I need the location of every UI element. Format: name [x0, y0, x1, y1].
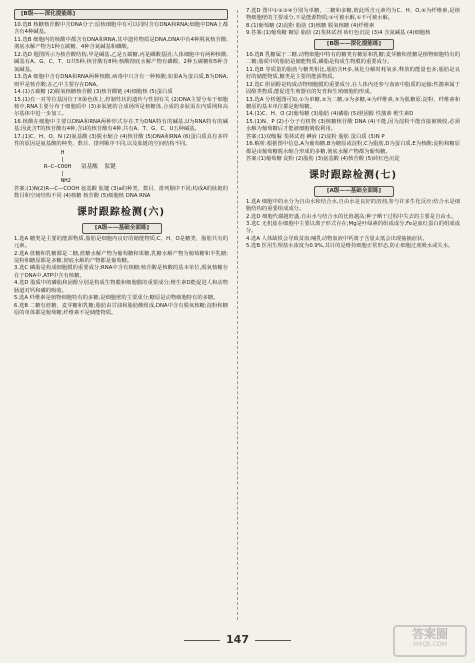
answer-item: 6.选B 二糖有蔗糖、麦芽糖和乳糖;脂肪由甘油和脂肪酸组成,DNA中含有脱氧核糖;淀粉和糖原的单体都是葡萄糖,纤维素不是储能物质。: [14, 302, 228, 317]
watermark-url: MXQE.COM: [413, 641, 447, 648]
answer-item: 3.选C 磷脂是构成细胞膜的重要成分;RNA中含有核糖;核苷酸是核酸的基本单位,脱氧核糖存在于DNA中,ATP中含有核糖。: [14, 265, 228, 279]
answer-item: 4.选D 脂质中的磷脂和固醇分别是构成生物膜和细胞膜的重要成分;维生素D能促进人和动物肠道对钙和磷的吸收。: [14, 280, 228, 294]
answer-item: 7.选D 图中①②③④分别为单糖、二糖和多糖,彼此所含元素均为C、H、O,④为纤维素,是植物细胞壁的主要成分,不是能源物质;②可被水解,①不可被水解。: [246, 8, 460, 22]
answer-item: 16.核酸在细胞中主要以DNA和RNA两种形式存在,T为DNA特有的碱基,U为RNA特有的碱基;因此含T的核苷酸有4种,含U的核苷酸有4种,共有A、T、G、C、U五种碱基。: [14, 118, 228, 133]
answer-item: 答案:(1)葡萄糖 淀粉 (2)脂肪 (3)氨基酸 (4)核苷酸 (5)砖红色沉淀: [246, 156, 400, 163]
section-title-b-level: [B级——深化提能练]: [314, 39, 394, 50]
answer-item: 1.选A 糖类是主要的能源物质,脂肪是细胞内良好的储能物质;C、H、O是糖类、脂肪共有的元素。: [14, 235, 228, 250]
answer-item: 14.(1)五碳糖 (2)脱氧核糖核苷酸 (3)核苷酸链 (4)细胞核 (5)蛋白质: [14, 89, 173, 96]
answer-item: 12.选C 胆固醇是构成动物细胞膜的重要成分,在人体内还参与血液中脂质的运输;性激素属于固醇类物质,能促进生殖器官的发育和生殖细胞的形成。: [246, 81, 460, 96]
answer-item: 14.(1)C、H、O (2)葡萄糖 (3)脂肪 (4)磷脂 (5)胆固醇 性激素 维生素D: [246, 111, 414, 118]
answer-item: 15.(1)有一对等位基因位于X染色体上,控制性状的遗传与性别有关 (2)DNA主要分布于细胞核中,RNA主要分布于细胞质中 (3)多肽链的合成场所是核糖体,合成的多肽需在内质网和高尔基体中进一步加工。: [14, 96, 228, 118]
chapter-heading: 课时跟踪检测(六): [76, 206, 166, 218]
answer-item: 11.选B 等质量的脂肪与糖类相比,脂肪含H多,氧化分解时耗氧多,释放的能量也多;脂肪是良好的储能物质,糖类是主要的能源物质。: [246, 66, 460, 81]
answer-item: 13.选A 细胞中含有DNA和RNA两种核酸,病毒中只含有一种核酸;如果A为蛋白质,B为DNA,则甲是核苷酸;在乙中主要存在DNA。: [14, 74, 228, 88]
column-divider: [237, 10, 238, 620]
answer-item: 10.选B 核糖核苷酸中含DNA分子;原核细胞中有可以同时含有DNA和RNA;细胞中DNA上都含有4种碱基。: [14, 22, 228, 36]
page-number-rule: [184, 640, 220, 641]
section-title-a-level: [A级——基础全面练]: [82, 223, 162, 234]
answer-item: 答案:(1)双缩脲 斐林试剂 碘液 (2)淀粉 脂肪 蛋白质 (3)N P: [246, 133, 385, 140]
amino-acid-structure: [44, 150, 228, 185]
watermark-text: 答案圈: [411, 627, 448, 641]
answer-item: 2.选D 细胞代谢越旺盛,自由水与结合水的比值越高;种子晒干过程中失去的主要是自由水。: [246, 213, 457, 220]
page-number-text: 147: [226, 633, 249, 646]
section-title-b-level: [B级——深化提能练]: [14, 9, 228, 20]
answer-item: 4.选A 人体缺铁会导致贫血;哺乳动物血液中钙离子含量太低会出现抽搐症状。: [246, 235, 428, 242]
left-column: [14, 8, 228, 318]
answer-item: 5.选A 纤维素是植物细胞特有的多糖,是细胞壁的主要成分;糖原是动物细胞特有的多糖。: [14, 295, 219, 302]
page-number-rule: [255, 640, 291, 641]
answer-item: 13.选A 分析题图可知,①为单糖,②为二糖,③为多糖,④为纤维素,⑤为肌糖原;淀粉、纤维素和糖原的基本单位都是葡萄糖。: [246, 96, 460, 110]
answer-item: 16.解析:根据图中信息,A为葡萄糖,B为糖原或淀粉,C为脂肪,D为蛋白质,E为核酸;淀粉和糖原都是由葡萄糖脱水缩合形成的多糖,彻底水解产物都为葡萄糖。: [246, 141, 460, 155]
chem-line: H: [44, 149, 65, 156]
answer-item: 12.选D 题图所示为核苷酸结构,甲是碱基,乙是五碳糖,丙是磷酸基团;人体细胞中有两种核酸,碱基有A、G、C、T、U共5种,核苷酸有8种;核酸彻底水解产物有磷酸、2种五碳糖和5种含氮碱基。: [14, 51, 228, 73]
answer-item: 3.选C 无机盐在细胞中主要以离子形式存在;Mg是叶绿素的组成成分,Fe是血红蛋白的组成成分。: [246, 220, 460, 235]
answer-item: 1.选A 细胞中的水分为自由水和结合水,自由水是良好的溶剂,参与许多生化反应;结合水是细胞结构的重要组成成分。: [246, 198, 460, 213]
answer-page: [14, 8, 461, 628]
answer-item: 5.选B 医用生理盐水浓度为0.9%,其目的是维持细胞正常形态,防止细胞过度吸水或失水。: [246, 243, 454, 250]
chapter-heading: 课时跟踪检测(七): [308, 169, 398, 181]
right-column: [246, 8, 460, 251]
answer-item: 9.答案:(1)葡萄糖 糖原 脂肪 (2)斐林试剂 砖红色沉淀 (3)4 含氮碱基 (4)细胞核: [246, 30, 431, 37]
watermark-logo: [393, 625, 467, 657]
answer-item: 8.(1)葡萄糖 (2)淀粉 脂肪 (3)核糖 脱氧核糖 (4)纤维素: [246, 22, 375, 29]
chem-line: |: [44, 170, 65, 177]
section-title-a-level: [A级——基础全面练]: [314, 186, 394, 197]
answer-item: 10.选B 乳糖属于二糖,动物细胞中特有的糖类有糖原和乳糖;麦芽糖和蔗糖是植物细胞特有的二糖;脂质中的脂肪是储能物质,磷脂是构成生物膜的重要成分。: [246, 51, 460, 66]
answer-item: 2.选A 蔗糖和乳糖都是二糖,蔗糖水解产物为葡萄糖和果糖,乳糖水解产物为葡萄糖和半乳糖;淀粉和糖原都是多糖,彻底水解的产物都是葡萄糖。: [14, 250, 228, 264]
chem-line: R—C—COOH 氨基酸 肽键: [44, 163, 116, 170]
chem-line: NH2: [44, 177, 71, 184]
chem-line: |: [44, 156, 65, 163]
answer-item: 答案:(1)N(2)R—C—COOH 氨基酸 肽键 (3)a的种类、数目、排列顺序不同;构成A的肽链的数目和空间结构不同 (4)核糖 核苷酸 (5)细胞核 DNA RNA: [14, 185, 228, 200]
answer-item: 15.(1)N、P (2)小分子有机物 (3)核糖核苷酸 DNA (4)不能,因为淀粉不能直接被吸收,必须水解为葡萄糖后才能被细胞吸收利用。: [246, 118, 460, 133]
answer-item: 11.选B 细胞内的核酸中都含有DNA和RNA,其中遗传物质是DNA,DNA中有4种脱氧核苷酸,彻底水解产物为1种五碳糖、4种含氮碱基和磷酸。: [14, 36, 228, 51]
answer-item: 17.(1)C、H、O、N (2)氨基酸 (3)脱水缩合 (4)核苷酸 (5)DNA和RNA (6)蛋白质具有多样性的原因是氨基酸的种类、数目、排列顺序不同,以及肽链的空间结构不同。: [14, 133, 228, 148]
